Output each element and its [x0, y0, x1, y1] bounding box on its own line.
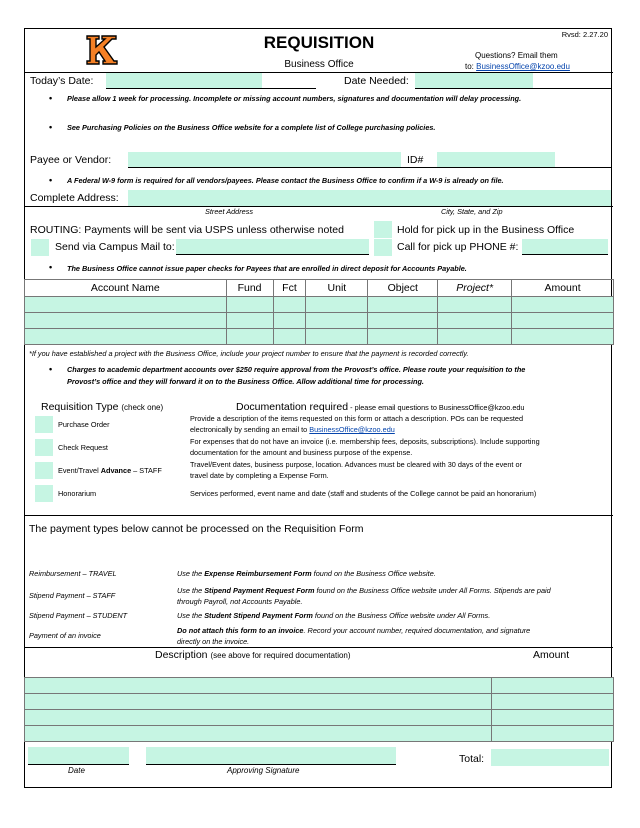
amount-header: Amount	[512, 280, 614, 297]
campus-mail-field[interactable]	[176, 239, 369, 254]
travel-reimbursement-type: Reimbursement – TRAVEL	[29, 569, 117, 578]
hold-pickup-checkbox[interactable]	[374, 221, 392, 238]
fct-cell[interactable]	[273, 329, 306, 345]
total-label: Total:	[459, 753, 485, 765]
project-cell[interactable]	[438, 313, 512, 329]
instruction-post: found on the Business Office website under All Forms. Stipends are paid	[314, 586, 551, 595]
check-request-desc-line1: For expenses that do not have an invoice (i.e. membership fees, deposits, subscriptions). Include supporting	[190, 437, 540, 446]
stipend-payment-request-form-name: Stipend Payment Request Form	[204, 586, 315, 595]
account-name-cell[interactable]	[25, 297, 227, 313]
documentation-heading	[236, 401, 525, 413]
note-see-policies: See Purchasing Policies on the Business Office website for a complete list of College purchasing policies.	[67, 123, 436, 132]
address-field[interactable]	[128, 190, 611, 206]
event-travel-advance-label	[58, 466, 162, 475]
approving-signature-field[interactable]	[146, 747, 396, 764]
table-row	[25, 710, 614, 726]
honorarium-label: Honorarium	[58, 489, 97, 498]
fund-cell[interactable]	[226, 329, 273, 345]
description-cell[interactable]	[25, 710, 492, 726]
address-label: Complete Address:	[30, 192, 119, 204]
note-w9: A Federal W-9 form is required for all vendors/payees. Please contact the Business Office to confirm if a W-9 is already on file.	[67, 176, 504, 185]
amount-cell[interactable]	[492, 694, 614, 710]
note-direct-deposit: The Business Office cannot issue paper checks for Payees that are enrolled in direct deposit for Accounts Payable.	[67, 264, 467, 273]
date-caption: Date	[68, 766, 85, 775]
questions-email-line	[465, 62, 570, 71]
table-row	[25, 678, 614, 694]
stipend-staff-instruction-line1	[177, 586, 551, 595]
account-name-header: Account Name	[25, 280, 227, 297]
do-not-attach-warning: Do not attach this form to an invoice	[177, 626, 304, 635]
instruction-pre: Use the	[177, 569, 205, 578]
instruction-pre: Use the	[177, 611, 205, 620]
project-header: Project*	[438, 280, 512, 297]
table-row	[25, 726, 614, 742]
business-office-email-link[interactable]: BusinessOffice@kzoo.edu	[476, 62, 570, 71]
documentation-title: Documentation required	[236, 401, 349, 413]
account-name-cell[interactable]	[25, 313, 227, 329]
unit-cell[interactable]	[306, 313, 368, 329]
form-subtitle: Business Office	[284, 59, 354, 70]
description-cell[interactable]	[25, 694, 492, 710]
revision-date: Rvsd: 2.27.20	[561, 30, 608, 39]
stipend-staff-type: Stipend Payment – STAFF	[29, 591, 116, 600]
check-request-label: Check Request	[58, 443, 108, 452]
date-needed-field[interactable]	[415, 73, 533, 88]
event-travel-desc-line2: travel date by completing a Expense Form.	[190, 471, 329, 480]
to-label: to:	[465, 62, 477, 71]
street-caption: Street Address	[205, 207, 253, 216]
city-caption: City, State, and Zip	[441, 207, 503, 216]
object-cell[interactable]	[368, 313, 438, 329]
description-amount-heading: Amount	[533, 649, 570, 661]
note-project: *If you have established a project with the Business Office, include your project number to ensure that the payment is recorded correctly.	[29, 349, 469, 358]
stipend-student-type: Stipend Payment – STUDENT	[29, 611, 128, 620]
instruction-pre: Use the	[177, 586, 205, 595]
description-note: (see above for required documentation)	[210, 651, 351, 660]
purchase-order-desc-line2	[190, 425, 395, 434]
honorarium-checkbox[interactable]	[35, 485, 53, 502]
bullet-icon: •	[49, 93, 53, 103]
requisition-form	[24, 28, 612, 788]
amount-cell[interactable]	[512, 329, 614, 345]
questions-text: Questions? Email them	[475, 51, 558, 60]
date-needed-label: Date Needed:	[344, 75, 409, 87]
documentation-email-note: - please email questions to BusinessOffice@kzoo.edu	[348, 403, 525, 412]
bullet-icon: •	[49, 175, 53, 185]
honorarium-desc: Services performed, event name and date (staff and students of the College cannot be paid an honorarium)	[190, 489, 537, 498]
description-title: Description	[155, 649, 208, 661]
hold-pickup-label: Hold for pick up in the Business Office	[397, 224, 575, 236]
bullet-icon: •	[49, 122, 53, 132]
signature-caption: Approving Signature	[227, 766, 300, 775]
description-heading	[155, 649, 351, 661]
bullet-icon: •	[49, 262, 53, 272]
campus-mail-label: Send via Campus Mail to:	[55, 241, 175, 253]
payee-label: Payee or Vendor:	[30, 154, 112, 166]
unit-header: Unit	[306, 280, 368, 297]
purchase-order-email-link[interactable]: BusinessOffice@kzoo.edu	[309, 425, 395, 434]
table-row	[25, 297, 614, 313]
student-stipend-form-name: Student Stipend Payment Form	[204, 611, 313, 620]
stipend-staff-instruction-line2: through Payroll, not Accounts Payable.	[177, 597, 303, 606]
fct-cell[interactable]	[273, 297, 306, 313]
campus-mail-checkbox[interactable]	[31, 239, 49, 256]
id-label: ID#	[407, 154, 424, 166]
todays-date-label: Today’s Date:	[30, 75, 94, 87]
fct-header: Fct	[273, 280, 306, 297]
amount-cell[interactable]	[492, 678, 614, 694]
date-field[interactable]	[28, 747, 129, 764]
description-cell[interactable]	[25, 678, 492, 694]
expense-reimbursement-form-name: Expense Reimbursement Form	[204, 569, 312, 578]
purchase-order-desc-text: electronically by sending an email to	[190, 425, 310, 434]
purchase-order-label: Purchase Order	[58, 420, 110, 429]
unit-cell[interactable]	[306, 297, 368, 313]
amount-cell[interactable]	[512, 297, 614, 313]
object-header: Object	[368, 280, 438, 297]
table-row	[25, 313, 614, 329]
object-cell[interactable]	[368, 329, 438, 345]
event-travel-advance-checkbox[interactable]	[35, 462, 53, 479]
account-name-cell[interactable]	[25, 329, 227, 345]
phone-field[interactable]	[522, 239, 608, 254]
fct-cell[interactable]	[273, 313, 306, 329]
amount-cell[interactable]	[492, 710, 614, 726]
requisition-type-title: Requisition Type	[41, 401, 119, 413]
purchase-order-desc-line1: Provide a description of the items requested on this form or attach a description. POs can be requested	[190, 414, 523, 423]
bullet-icon: •	[49, 364, 53, 374]
call-pickup-label: Call for pick up PHONE #:	[397, 241, 519, 253]
fund-cell[interactable]	[226, 297, 273, 313]
stipend-student-instruction	[177, 611, 490, 620]
note-charges-line2: Provost’s office and they will forward it on to the Business Office. Allow additional time for processing.	[67, 377, 424, 386]
check-one-note: (check one)	[121, 403, 164, 412]
note-allow-week: Please allow 1 week for processing. Incomplete or missing account numbers, signatures and documentation will delay processing.	[67, 94, 522, 103]
check-request-desc-line2: documentation for the amount and business purpose of the expense.	[190, 448, 413, 457]
description-table	[24, 677, 614, 742]
requisition-type-heading	[41, 401, 163, 413]
form-title: REQUISITION	[263, 33, 375, 52]
instruction-post: found on the Business Office website.	[311, 569, 436, 578]
todays-date-field[interactable]	[106, 73, 262, 88]
travel-reimbursement-instruction	[177, 569, 436, 578]
call-pickup-checkbox[interactable]	[374, 239, 392, 256]
project-cell[interactable]	[438, 297, 512, 313]
project-cell[interactable]	[438, 329, 512, 345]
total-field[interactable]	[491, 749, 609, 766]
account-table-header	[25, 280, 614, 297]
event-travel-desc-line1: Travel/Event dates, business purpose, location. Advances must be cleared with 30 days of the event or	[190, 460, 522, 469]
invoice-instruction-line2: directly on the invoice.	[177, 637, 250, 646]
invoice-payment-type: Payment of an invoice	[29, 631, 101, 640]
amount-cell[interactable]	[512, 313, 614, 329]
cannot-process-heading: The payment types below cannot be processed on the Requisition Form	[29, 523, 364, 535]
amount-cell[interactable]	[492, 726, 614, 742]
instruction-post: found on the Business Office website under All Forms.	[312, 611, 491, 620]
unit-cell[interactable]	[306, 329, 368, 345]
advance-label-pre: Event/Travel	[58, 466, 101, 475]
note-charges-line1: Charges to academic department accounts over $250 require approval from the Provost’s office. Please route your requisition to the	[67, 365, 526, 374]
payee-field[interactable]	[128, 152, 401, 167]
table-row	[25, 329, 614, 345]
id-field[interactable]	[437, 152, 555, 167]
object-cell[interactable]	[368, 297, 438, 313]
advance-label-bold: Advance	[100, 466, 132, 475]
fund-header: Fund	[226, 280, 273, 297]
table-row	[25, 694, 614, 710]
account-table	[24, 279, 614, 345]
description-cell[interactable]	[25, 726, 492, 742]
routing-text: ROUTING: Payments will be sent via USPS unless otherwise noted	[30, 224, 344, 236]
purchase-order-checkbox[interactable]	[35, 416, 53, 433]
fund-cell[interactable]	[226, 313, 273, 329]
instruction-post: . Record your account number, required documentation, and signature	[303, 626, 531, 635]
advance-label-post: – STAFF	[131, 466, 162, 475]
check-request-checkbox[interactable]	[35, 439, 53, 456]
invoice-instruction-line1	[177, 626, 530, 635]
